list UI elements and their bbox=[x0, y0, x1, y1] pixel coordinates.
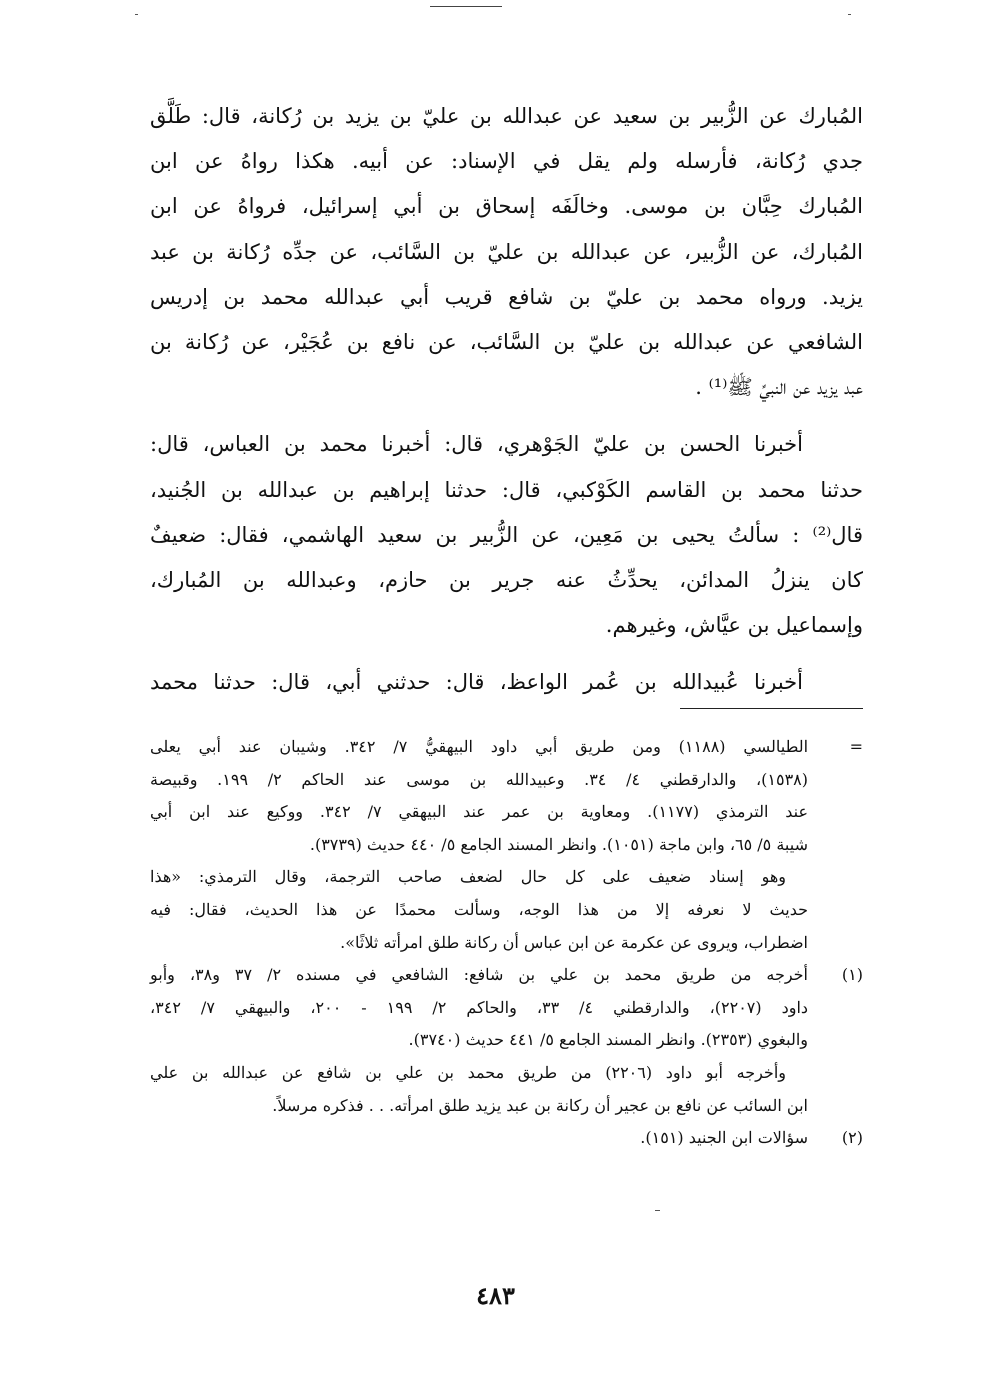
paragraph-1 bbox=[150, 94, 863, 410]
footnote-marker: = bbox=[849, 737, 863, 756]
footnote-line: سؤالات ابن الجنيد (١٥١). bbox=[640, 1128, 808, 1148]
text-line: كان ينزلُ المدائن، يحدِّثُ عنه جرير بن حازم، وعبدالله بن المُبارك، bbox=[150, 568, 863, 593]
paragraph-2 bbox=[150, 422, 863, 648]
scan-speck bbox=[655, 1210, 660, 1211]
text-line: عبد يزيد عن النبيِّ ﷺ⁽¹⁾ . bbox=[695, 375, 863, 400]
text-line: وإسماعيل بن عيَّاش، وغيرهم. bbox=[605, 613, 863, 638]
footnote-line: اضطراب، ويروى عن عكرمة عن ابن عباس أن ركانة طلق امرأته ثلاثًا». bbox=[340, 932, 808, 952]
paragraph-3 bbox=[150, 660, 863, 705]
footnote-1 bbox=[150, 959, 863, 1122]
footnote-line: داود (٢٢٠٧)، والدارقطني ٤/ ٣٣، والحاكم ٢/ ١٩٩ - ٢٠٠، والبيهقي ٧/ ٣٤٢، bbox=[150, 997, 809, 1017]
footnote-line: وهو إسناد ضعيف على كل حال لضعف صاحب الترجمة، وقال الترمذي: «هذا bbox=[150, 867, 787, 887]
text-line: يزيد. ورواه محمد بن عليّ بن شافع قريب أبي عبدالله محمد بن إدريس bbox=[150, 284, 863, 309]
footnote-2 bbox=[150, 1122, 863, 1155]
text-line: المُبارك حِبَّان بن موسى. وخالَفَه إسحاق بن أبي إسرائيل، فرواهُ عن ابن bbox=[150, 194, 863, 219]
footnote-line: الطيالسي (١١٨٨) ومن طريق أبي داود البيهقيُّ ٧/ ٣٤٢. وشيبان عند أبي يعلى bbox=[150, 737, 809, 756]
text-line: قال⁽²⁾ : سألتُ يحيى بن مَعِين، عن الزُّبير بن سعيد الهاشمي، فقال: ضعيفٌ bbox=[150, 522, 863, 547]
footnote-line: وأخرجه أبو داود (٢٢٠٦) من طريق محمد بن علي بن شافع عن عبدالله بن علي bbox=[150, 1062, 786, 1082]
scan-speck bbox=[135, 14, 138, 15]
page-number: ٤٨٣ bbox=[476, 1281, 515, 1310]
footnote-line: شيبة ٥/ ٦٥، وابن ماجة (١٠٥١). وانظر المسند الجامع ٥/ ٤٤٠ حديث (٣٧٣٩). bbox=[309, 834, 808, 854]
text-line: أخبرنا عُبيدالله بن عُمر الواعظ، قال: حدثني أبي، قال: حدثنا محمد bbox=[150, 670, 803, 695]
scan-speck bbox=[848, 14, 851, 15]
footnote-line: ابن السائب عن نافع بن عجير أن ركانة بن عبد يزيد طلق امرأته. . . فذكره مرسلاً. bbox=[272, 1095, 808, 1115]
top-decorative-rule bbox=[430, 6, 502, 7]
text-line: حدثنا محمد بن القاسم الكَوْكبي، قال: حدثنا إبراهيم بن عبدالله بن الجُنيد، bbox=[150, 477, 863, 502]
footnote-line: (١٥٣٨)، والدارقطني ٤/ ٣٤. وعبيدالله بن موسى عند الحاكم ٢/ ١٩٩. وقبيصة bbox=[150, 769, 809, 789]
footnote-marker: (١) bbox=[841, 965, 863, 985]
footnotes bbox=[150, 731, 863, 1155]
footnote-line: والبغوي (٢٣٥٣). وانظر المسند الجامع ٥/ ٤٤١ حديث (٣٧٤٠). bbox=[408, 1030, 808, 1050]
footnote-separator bbox=[680, 708, 863, 709]
main-text bbox=[150, 94, 863, 706]
footnote-continuation bbox=[150, 731, 863, 959]
text-line: الشافعي عن عبدالله بن عليّ بن السَّائب، عن نافع بن عُجَيْر، عن رُكانة بن bbox=[150, 330, 863, 355]
text-line: المُبارك، عن الزُّبير، عن عبدالله بن عليّ بن السَّائب، عن جدِّه رُكانة بن عبد bbox=[150, 239, 863, 264]
footnote-marker: (٢) bbox=[841, 1128, 863, 1148]
footnote-line: عند الترمذي (١١٧٧). ومعاوية بن عمر عند البيهقي ٧/ ٣٤٢. ووكيع عند ابن أبي bbox=[150, 802, 809, 822]
footnote-line: حديث لا نعرفه إلا من هذا الوجه، وسألت محمدًا عن هذا الحديث، فقال: فيه bbox=[150, 899, 808, 919]
text-line: أخبرنا الحسن بن عليّ الجَوْهري، قال: أخبرنا محمد بن العباس، قال: bbox=[150, 432, 803, 457]
footnote-line: أخرجه من طريق محمد بن علي بن شافع: الشافعي في مسنده ٢/ ٣٧ و٣٨، وأبو bbox=[150, 965, 808, 985]
text-line: جدي رُكانة، فأرسله ولم يقل في الإسناد: عن أبيه. هكذا رواهُ عن ابن bbox=[150, 149, 863, 174]
text-line: المُبارك عن الزُّبير بن سعيد عن عبدالله بن عليّ بن يزيد بن رُكانة، قال: طَلَّق bbox=[150, 104, 863, 128]
